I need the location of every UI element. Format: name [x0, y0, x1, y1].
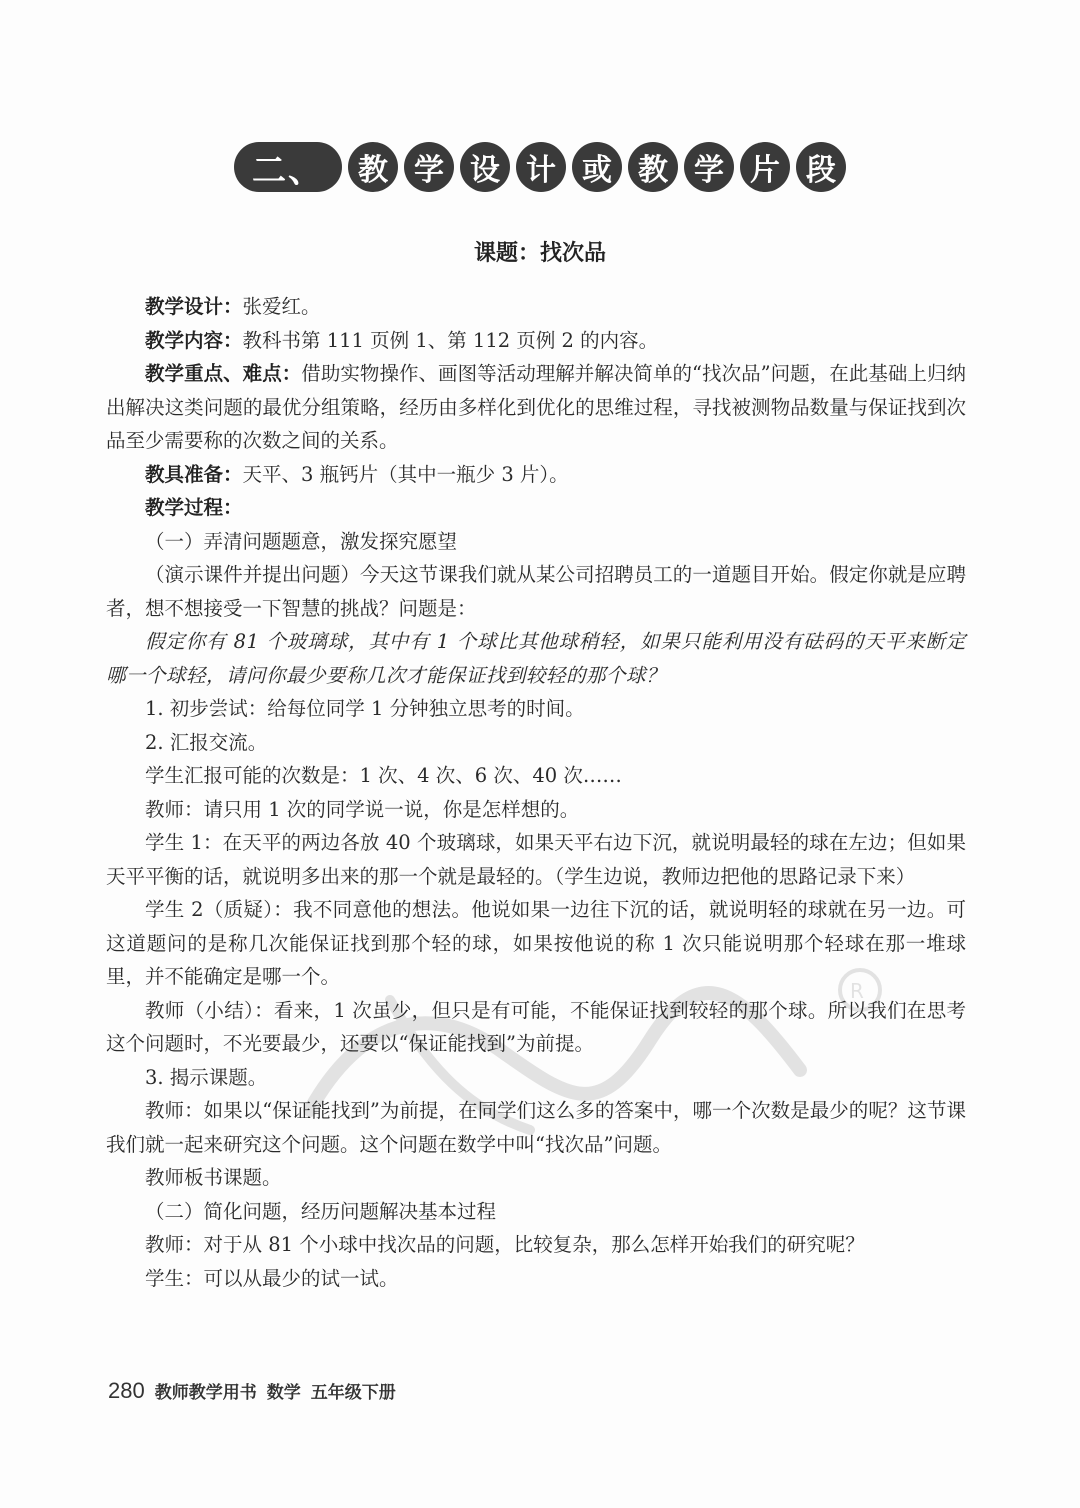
paragraph-text: 教师板书课题。: [145, 1166, 282, 1189]
banner-char: 片: [740, 142, 790, 192]
paragraph: [106, 290, 966, 324]
paragraph: [106, 826, 966, 893]
paragraph-text: 张爱红。: [242, 295, 321, 318]
paragraph: [106, 994, 966, 1061]
paragraph-label: 教学重点、难点：: [145, 362, 302, 385]
paragraph-text: 教师（小结）：看来，1 次虽少，但只是有可能，不能保证找到较轻的那个球。所以我们在思考这个问题时，不光要最少，还要以“保证能找到”为前提。: [106, 998, 966, 1055]
paragraph: [106, 525, 966, 559]
paragraph-text: （一）弄清问题题意，激发探究愿望: [145, 529, 458, 553]
paragraph: [106, 458, 966, 492]
paragraph: [106, 1228, 966, 1262]
book-title: 教师教学用书: [154, 1383, 257, 1403]
banner-char: 段: [796, 142, 846, 192]
paragraph: [106, 692, 966, 726]
paragraph: [106, 1195, 966, 1229]
page-footer: [108, 1378, 396, 1404]
banner-number: 二、: [234, 142, 342, 192]
body-text: [106, 290, 966, 1295]
paragraph-text: 1. 初步尝试：给每位同学 1 分钟独立思考的时间。: [145, 697, 585, 720]
banner-char: 教: [628, 142, 678, 192]
paragraph-text: 教科书第 111 页例 1、第 112 页例 2 的内容。: [242, 328, 659, 352]
banner-char: 学: [684, 142, 734, 192]
paragraph-text: 学生：可以从最少的试一试。: [145, 1266, 399, 1290]
paragraph-text: 借助实物操作、画图等活动理解并解决简单的“找次品”问题，在此基础上归纳出解决这类问题的最优分组策略，经历由多样化到优化的思维过程，寻找被测物品数量与保证找到次品至少需要称的次数之间的关系。: [106, 362, 966, 452]
paragraph-text: 教师：请只用 1 次的同学说一说，你是怎样想的。: [145, 797, 580, 821]
paragraph-text: 学生 2（质疑）：我不同意他的想法。他说如果一边往下沉的话，就说明轻的球就在另一边。可这道题问的是称几次能保证找到那个轻的球，如果按他说的称 1 次只能说明那个轻球在那一堆球里，并不能确定是哪一个。: [106, 898, 966, 988]
book-grade: 五年级下册: [310, 1383, 396, 1403]
page-number: 280: [108, 1378, 145, 1403]
banner-char: 或: [572, 142, 622, 192]
paragraph: [106, 893, 966, 994]
paragraph: [106, 324, 966, 358]
banner-char: 教: [348, 142, 398, 192]
banner-char: 学: [404, 142, 454, 192]
paragraph-text: 2. 汇报交流。: [145, 730, 268, 754]
paragraph: [106, 558, 966, 625]
paragraph: [106, 625, 966, 692]
paragraph-text: 学生 1：在天平的两边各放 40 个玻璃球，如果天平右边下沉，就说明最轻的球在左边；但如果天平平衡的话，就说明多出来的那一个就是最轻的。（学生边说，教师边把他的思路记录下来）: [106, 831, 966, 888]
paragraph: [106, 726, 966, 760]
paragraph: [106, 759, 966, 793]
paragraph: [106, 491, 966, 525]
book-subject: 数学: [266, 1383, 301, 1403]
paragraph-text: 教师：如果以“保证能找到”为前提，在同学们这么多的答案中，哪一个次数是最少的呢？这节课我们就一起来研究这个问题。这个问题在数学中叫“找次品”问题。: [106, 1099, 966, 1156]
paragraph: [106, 793, 966, 827]
section-banner: [0, 142, 1080, 192]
paragraph-text: 天平、3 瓶钙片（其中一瓶少 3 片）。: [242, 462, 569, 486]
banner-char: 计: [516, 142, 566, 192]
paragraph: [106, 1262, 966, 1296]
paragraph-label: 教学过程：: [145, 496, 243, 519]
paragraph: [106, 1094, 966, 1161]
lesson-title: 课题：找次品: [473, 241, 606, 266]
paragraph: [106, 357, 966, 458]
paragraph-text: 教师：对于从 81 个小球中找次品的问题，比较复杂，那么怎样开始我们的研究呢？: [145, 1233, 865, 1256]
paragraph: [106, 1161, 966, 1195]
paragraph-text: （二）简化问题，经历问题解决基本过程: [145, 1199, 497, 1223]
banner-char: 设: [460, 142, 510, 192]
paragraph-label: 教学内容：: [145, 328, 243, 352]
paragraph: [106, 1061, 966, 1095]
paragraph-label: 教具准备：: [145, 462, 243, 486]
svg-text:R: R: [850, 979, 864, 1003]
paragraph-text: （演示课件并提出问题）今天这节课我们就从某公司招聘员工的一道题目开始。假定你就是应聘者，想不想接受一下智慧的挑战？问题是：: [106, 563, 966, 620]
paragraph-text: 3. 揭示课题。: [145, 1065, 268, 1089]
paragraph-text: 假定你有 81 个玻璃球，其中有 1 个球比其他球稍轻，如果只能利用没有砝码的天平来断定哪一个球轻，请问你最少要称几次才能保证找到较轻的那个球？: [106, 630, 966, 687]
paragraph-text: 学生汇报可能的次数是：1 次、4 次、6 次、40 次……: [145, 764, 622, 787]
paragraph-label: 教学设计：: [145, 295, 243, 318]
